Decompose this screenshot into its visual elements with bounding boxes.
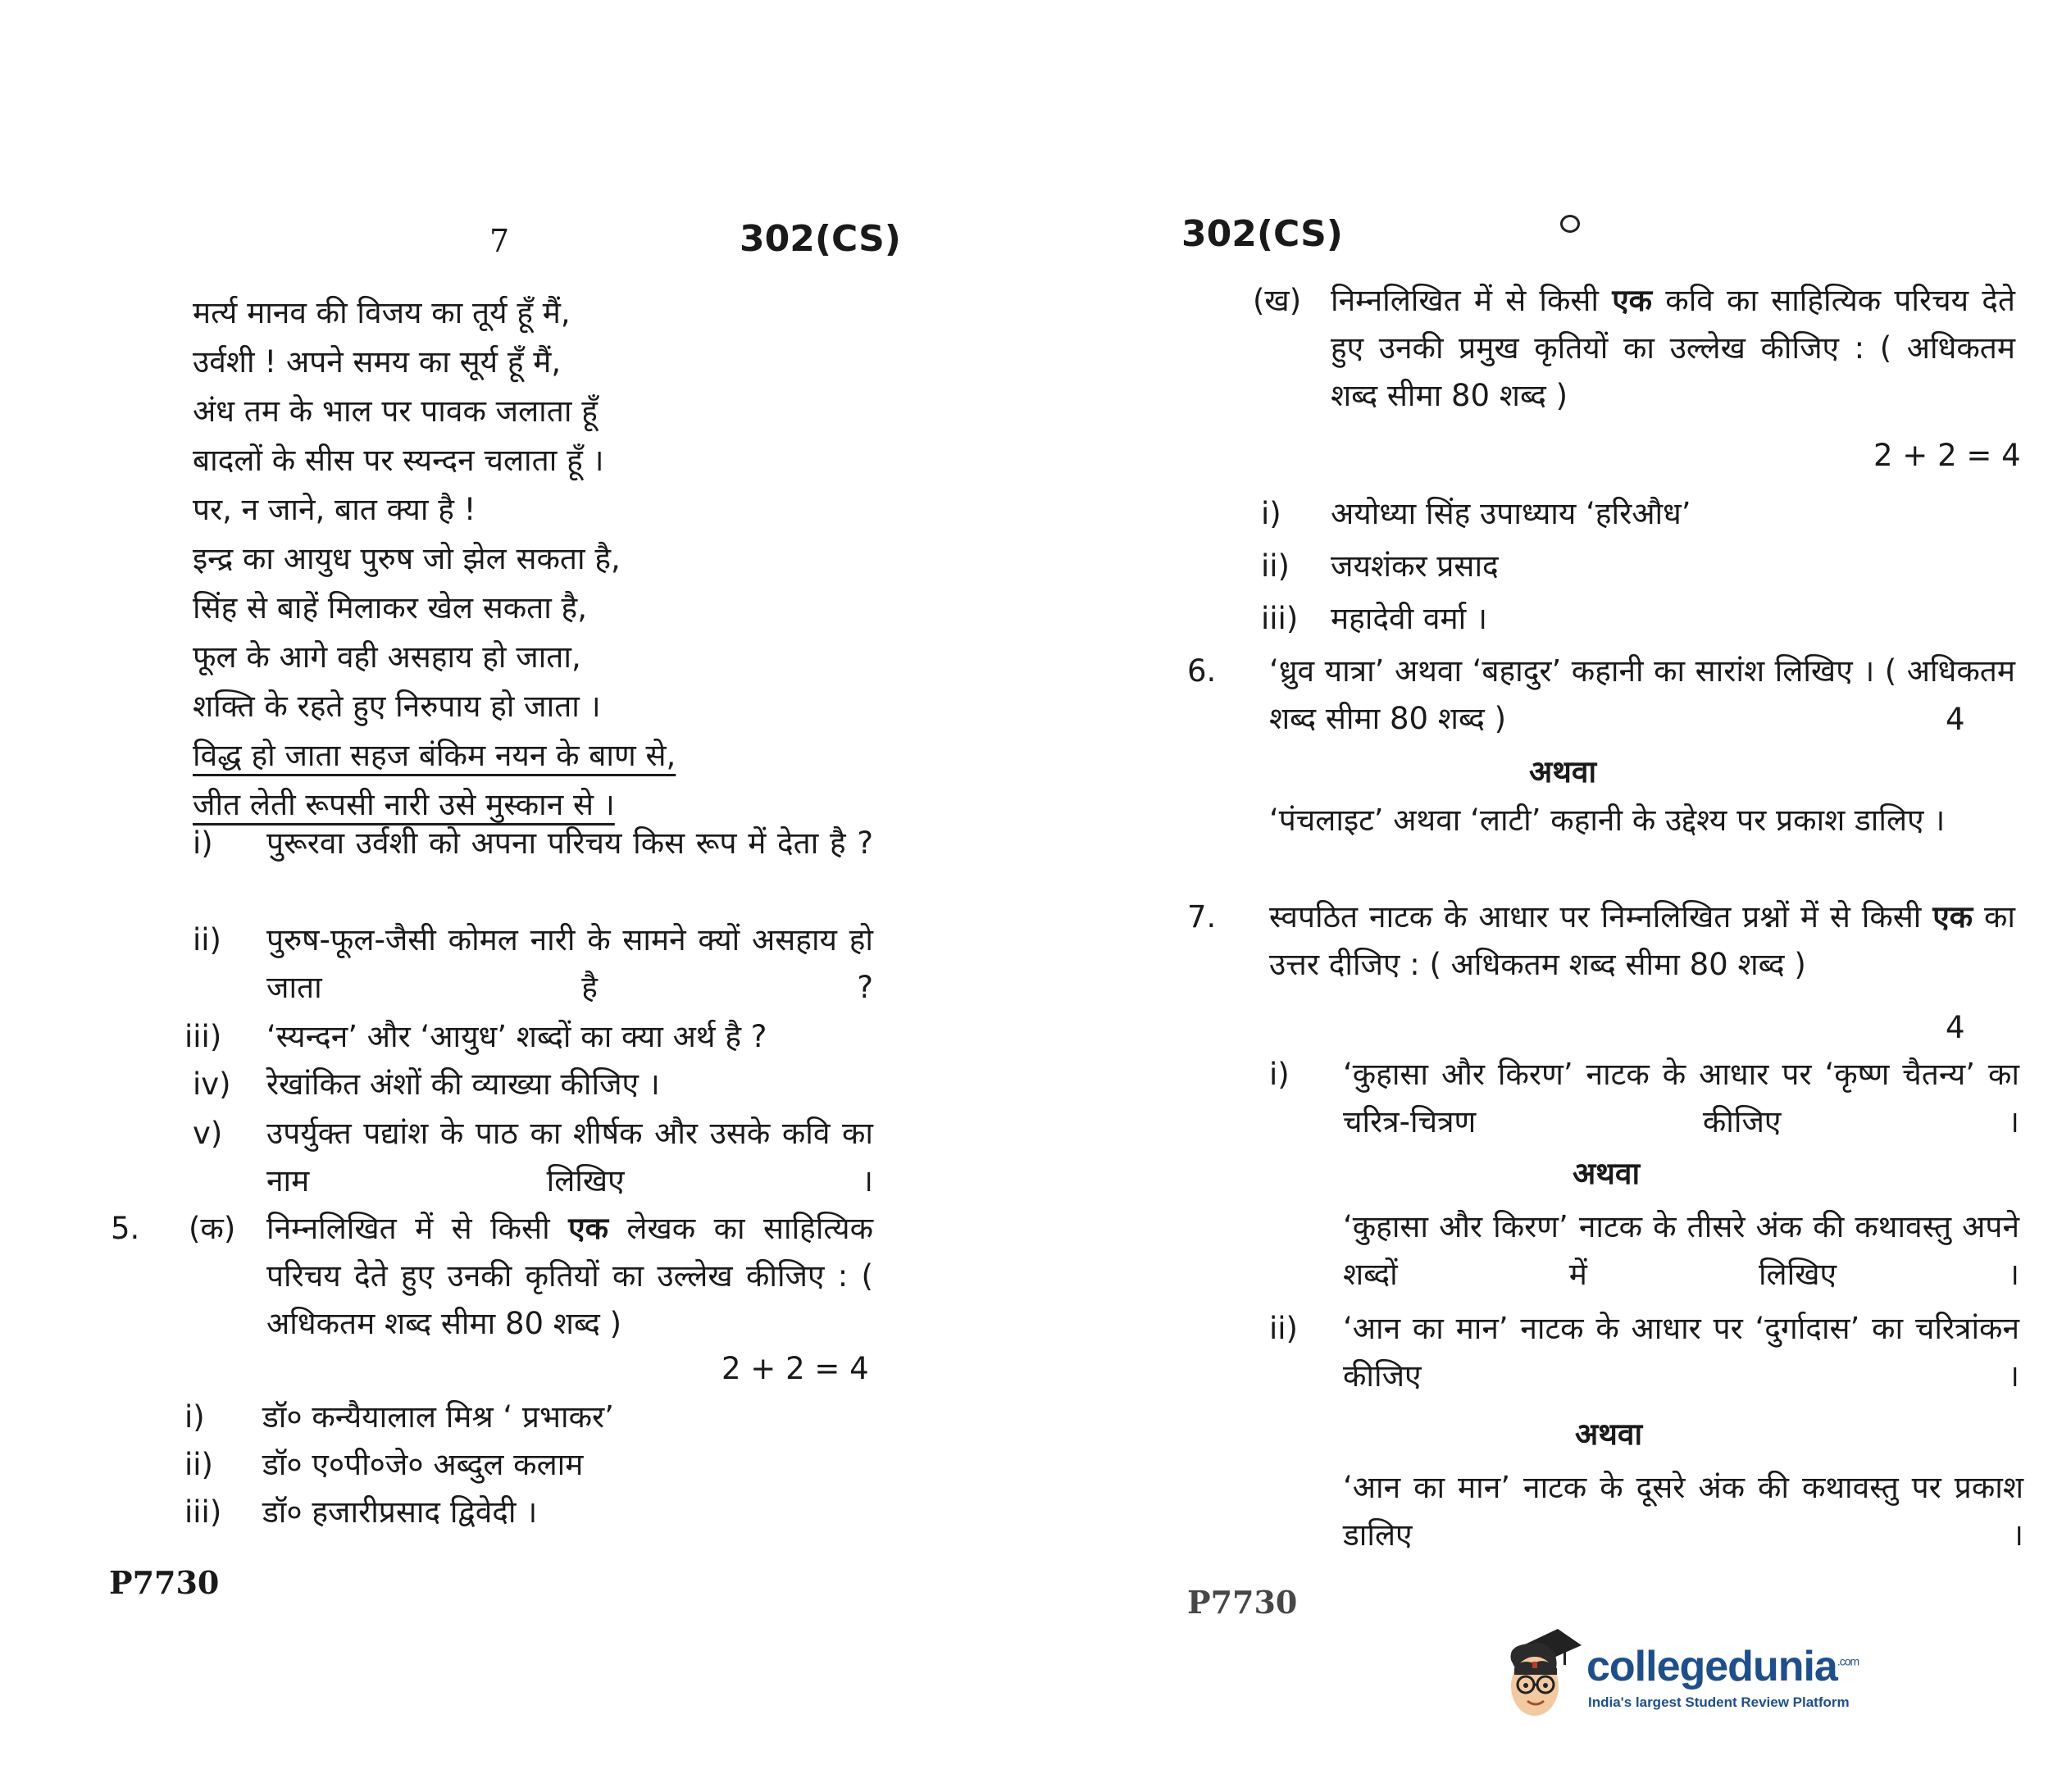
subquestion-text: ‘कुहासा और किरण’ नाटक के तीसरे अंक की कथावस्तु अपने शब्दों में लिखिए ।: [1343, 1209, 2019, 1292]
poem-line: सिंह से बाहें मिलाकर खेल सकता है,: [193, 590, 587, 625]
poem-passage: [193, 289, 676, 830]
subquestion-text: ‘आन का मान’ नाटक के आधार पर ‘दुर्गादास’ का चरित्रांकन कीजिए ।: [1343, 1311, 2019, 1394]
option-ii: [1261, 543, 2015, 594]
subquestion-i: [193, 820, 873, 918]
part-label: (क): [189, 1211, 236, 1246]
subquestion-text: पुरुष-फूल-जैसी कोमल नारी के सामने क्यों असहाय हो जाता है ?: [266, 922, 873, 1005]
poem-line: फूल के आगे वही असहाय हो जाता,: [193, 639, 581, 675]
question-text: स्वपठित नाटक के आधार पर निम्नलिखित प्रश्नों में से किसी एक का उत्तर दीजिए : ( अधिकतम शब्द सीमा 80 शब्द ): [1269, 899, 2016, 982]
poem-line: उर्वशी ! अपने समय का सूर्य हूँ मैं,: [193, 344, 562, 380]
subquestion-label: i): [193, 826, 213, 861]
subquestion-label: iv): [193, 1067, 231, 1102]
option-iii: [1261, 595, 2015, 646]
subquestion-text: रेखांकित अंशों की व्याख्या कीजिए ।: [266, 1067, 660, 1102]
poem-line: मर्त्य मानव की विजय का तूर्य हूँ मैं,: [193, 295, 571, 330]
option-text: डॉ० ए०पी०जे० अब्दुल कलाम: [262, 1447, 584, 1482]
option-text: महादेवी वर्मा ।: [1331, 601, 1487, 636]
marks: 2 + 2 = 4: [721, 1351, 869, 1386]
bold-keyword: एक: [1612, 283, 1653, 318]
logo-tagline: India's largest Student Review Platform: [1588, 1694, 1850, 1710]
option-label: ii): [184, 1447, 213, 1482]
poem-line: इन्द्र का आयुध पुरुष जो झेल सकता है,: [193, 541, 621, 576]
option-i: [1261, 490, 2015, 541]
option-label: i): [1261, 496, 1281, 531]
subquestion-label: ii): [193, 922, 221, 957]
page-number-mark: [1560, 215, 1580, 233]
question-text: निम्नलिखित में से किसी एक कवि का साहित्यिक परिचय देते हुए उनकी प्रमुख कृतियों का उल्लेख कीजिए : ( अधिकतम शब्द सीमा 80 शब्द ): [1331, 283, 2016, 413]
subquestion-iv: [193, 1061, 873, 1110]
option-label: iii): [1261, 601, 1299, 636]
marks: 2 + 2 = 4: [1873, 438, 2021, 473]
question-number: 7.: [1187, 899, 1217, 935]
option-text: डॉ० कन्यैयालाल मिश्र ‘ प्रभाकर’: [262, 1399, 614, 1435]
option-text: अयोध्या सिंह उपाध्याय ‘हरिऔध’: [1331, 496, 1691, 531]
right-page: [1036, 0, 2071, 1792]
question-6: [1187, 648, 2015, 750]
bold-keyword: एक: [568, 1211, 608, 1246]
subquestion-label: ii): [1269, 1311, 1298, 1346]
subquestion-text: उपर्युक्त पद्यांश के पाठ का शीर्षक और उसके कवि का नाम लिखिए ।: [266, 1116, 873, 1198]
poem-line: बादलों के सीस पर स्यन्दन चलाता हूँ ।: [193, 443, 604, 478]
question-7: [1187, 894, 2015, 1041]
subquestion-ii: [1269, 1305, 2019, 1403]
poem-line: अंध तम के भाल पर पावक जलाता हूँ: [193, 393, 598, 429]
option-label: i): [184, 1399, 205, 1435]
option-i: [184, 1394, 873, 1441]
subquestion-text: ‘स्यन्दन’ और ‘आयुध’ शब्दों का क्या अर्थ है ?: [266, 1019, 767, 1054]
option-text: जयशंकर प्रसाद: [1331, 548, 1499, 584]
subquestion-text: पुरूरवा उर्वशी को अपना परिचय किस रूप में देता है ?: [266, 826, 873, 861]
subquestion-ii-alternative: [1343, 1464, 2023, 1562]
question-number: 5.: [111, 1211, 140, 1246]
option-label: ii): [1261, 548, 1290, 584]
option-iii: [184, 1489, 873, 1536]
page-footer: P7730: [109, 1564, 220, 1601]
or-label: अथवा: [1529, 754, 1597, 789]
question-text: निम्नलिखित में से किसी एक लेखक का साहित्यिक परिचय देते हुए उनकी कृतियों का उल्लेख कीजिए : ( अधिकतम शब्द सीमा 80 शब्द ): [266, 1211, 874, 1341]
or-label: अथवा: [1575, 1417, 1643, 1452]
logo-wordmark: collegedunia$^{.com}$: [1586, 1643, 1859, 1690]
page-number: 7: [489, 223, 510, 259]
question-number: 6.: [1187, 653, 1217, 689]
poem-line-underlined: विद्ध हो जाता सहज बंकिम नयन के बाण से,: [193, 738, 676, 773]
subquestion-label: v): [193, 1116, 223, 1151]
marks: 4: [1946, 1010, 1965, 1045]
subquestion-iii: [184, 1013, 873, 1062]
subquestion-label: i): [1269, 1057, 1290, 1092]
question-text: ‘पंचलाइट’ अथवा ‘लाटी’ कहानी के उद्देश्य पर प्रकाश डालिए ।: [1269, 803, 1946, 838]
poem-line: शक्ति के रहते हुए निरुपाय हो जाता ।: [193, 689, 601, 724]
subquestion-label: iii): [184, 1019, 222, 1054]
question-text: ‘ध्रुव यात्रा’ अथवा ‘बहादुर’ कहानी का सारांश लिखिए । ( अधिकतम शब्द सीमा 80 शब्द ): [1269, 653, 2015, 736]
poem-line-underlined: जीत लेती रूपसी नारी उसे मुस्कान से ।: [193, 787, 615, 822]
option-label: iii): [184, 1494, 222, 1530]
collegedunia-logo: [1496, 1619, 1890, 1726]
option-text: डॉ० हजारीप्रसाद द्विवेदी ।: [262, 1494, 538, 1530]
subquestion-ii: [193, 916, 873, 1015]
page-footer: P7730: [1187, 1584, 1298, 1621]
subquestion-i-alternative: [1343, 1203, 2019, 1302]
paper-code: 302(CS): [1181, 213, 1343, 255]
subquestion-v: [193, 1110, 873, 1208]
subquestion-i: [1269, 1051, 2019, 1149]
mascot-icon: [1496, 1619, 1586, 1726]
subquestion-text: ‘कुहासा और किरण’ नाटक के आधार पर ‘कृष्ण चैतन्य’ का चरित्र-चित्रण कीजिए ।: [1343, 1057, 2019, 1139]
option-ii: [184, 1441, 873, 1489]
paper-code: 302(CS): [740, 218, 901, 260]
poem-line: पर, न जाने, बात क्या है !: [193, 492, 476, 527]
or-label: अथवा: [1573, 1156, 1641, 1191]
subquestion-text: ‘आन का मान’ नाटक के दूसरे अंक की कथावस्तु पर प्रकाश डालिए ।: [1343, 1470, 2023, 1553]
question-6-alternative: [1269, 797, 2015, 895]
marks: 4: [1946, 702, 1965, 737]
bold-keyword: एक: [1932, 899, 1973, 935]
part-label: (ख): [1253, 283, 1302, 318]
